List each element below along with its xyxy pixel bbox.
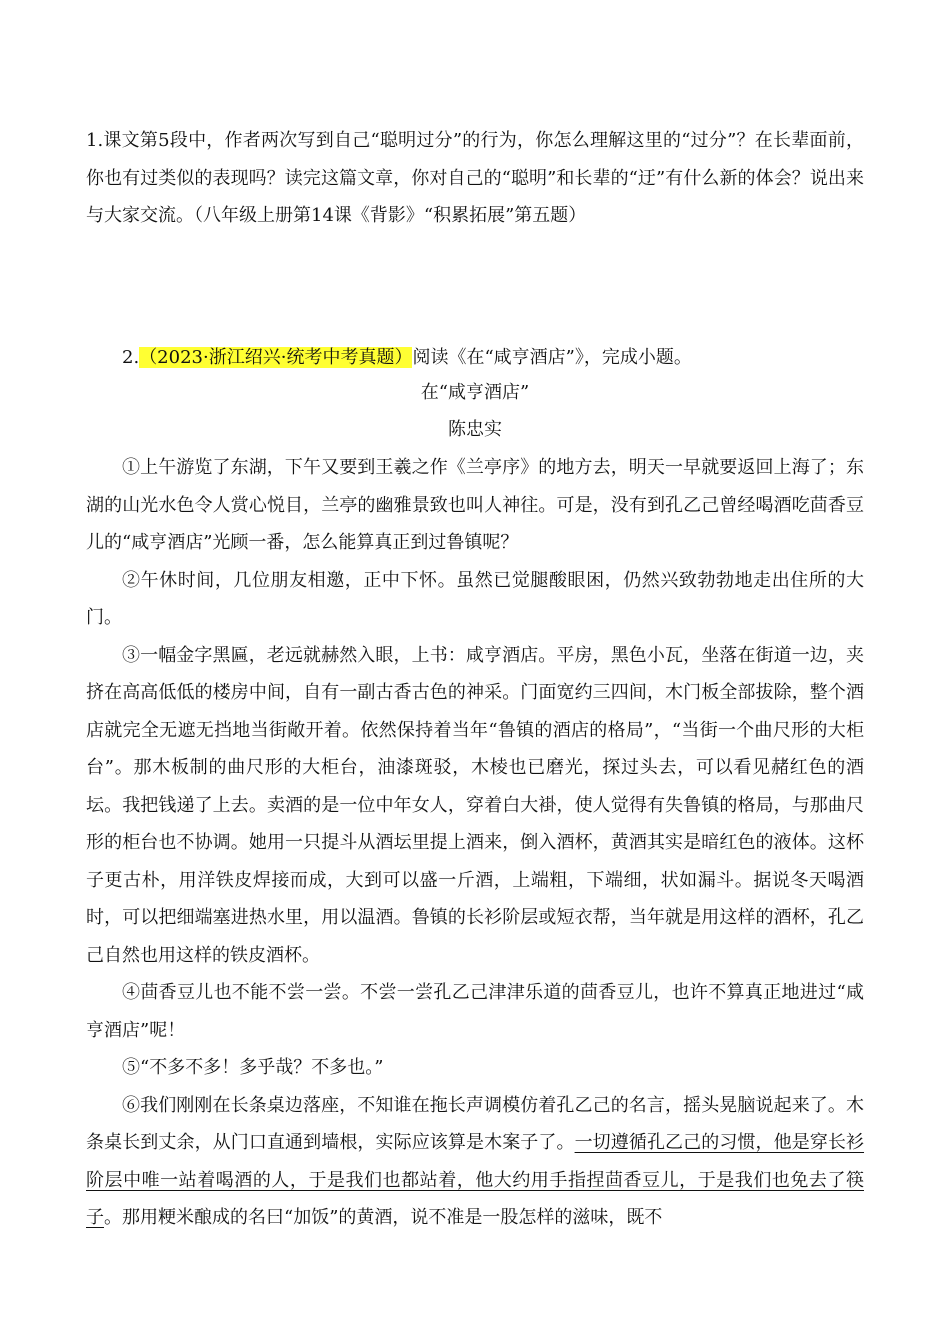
question-2-number: 2. [122, 347, 140, 368]
article-paragraph-4: ④茴香豆儿也不能不尝一尝。不尝一尝孔乙己津津乐道的茴香豆儿，也许不算真正地进过“咸亨酒店”呢！ [86, 982, 864, 1041]
paragraph-6-intro: ⑥我们刚刚在长条桌边落座，不知谁在拖长声调模仿着孔乙己的名言，摇头晃脑说起来了。木条桌长到丈余，从门口直通到墙根，实际应该算是木案子了。 [86, 1094, 864, 1153]
paragraph-6-continuation: 。那用粳米酿成的名曰“加饭”的黄酒，说不准是一股怎样的滋味，既不 [104, 1207, 663, 1228]
article-body [86, 449, 864, 1237]
article-paragraph-6 [86, 1087, 864, 1237]
paragraph-6-underlined-sentence: 一切遵循孔乙己的习惯，他是穿长衫阶层中唯一站着喝酒的人，于是我们也都站着，他大约用手指捏茴香豆儿，于是我们也免去了筷子 [86, 1132, 865, 1228]
article-author: 陈忠实 [448, 419, 502, 440]
question-2-instruction: 阅读《在“咸亨酒店”》，完成小题。 [412, 347, 692, 368]
article-paragraph-3: ③一幅金字黑匾，老远就赫然入眼，上书：咸亨酒店。平房，黑色小瓦，坐落在街道一边，夹挤在高高低低的楼房中间，自有一副古香古色的神采。门面宽约三四间，木门板全部拔除，整个酒店就完全无遮无挡地当街敞开着。依然保持着当年“鲁镇的酒店的格局”，“当街一个曲尺形的大柜台”。那木板制的曲尺形的大柜台，油漆斑驳，木棱也已磨光，探过头去，可以看见赭红色的酒坛。我把钱递了上去。卖酒的是一位中年女人，穿着白大褂，使人觉得有失鲁镇的格局，与那曲尺形的柜台也不协调。她用一只提斗从酒坛里提上酒来，倒入酒杯，黄酒其实是暗红色的液体。这杯子更古朴，用洋铁皮焊接而成，大到可以盛一斤酒，上端粗，下端细，状如漏斗。据说冬天喝酒时，可以把细端塞进热水里，用以温酒。鲁镇的长衫阶层或短衣帮，当年就是用这样的酒杯，孔乙己自然也用这样的铁皮酒杯。 [86, 644, 864, 966]
question-1-text: 1.课文第5段中，作者两次写到自己“聪明过分”的行为，你怎么理解这里的“过分”？在长辈面前，你也有过类似的表现吗？读完这篇文章，你对自己的“聪明”和长辈的“迂”有什么新的体会？说出来与大家交流。（八年级上册第14课《背影》“积累拓展”第五题） [86, 130, 864, 226]
article-paragraph-2: ②午休时间，几位朋友相邀，正中下怀。虽然已觉腿酸眼困，仍然兴致勃勃地走出住所的大门。 [86, 569, 864, 628]
article-paragraph-5: ⑤“不多不多！多乎哉？不多也。” [122, 1057, 384, 1078]
article-title: 在“咸亨酒店” [420, 382, 530, 403]
question-2-heading [86, 339, 864, 377]
question-2-source-highlight: （2023·浙江绍兴·统考中考真题） [139, 347, 413, 368]
article-paragraph-1: ①上午游览了东湖，下午又要到王羲之作《兰亭序》的地方去，明天一早就要返回上海了；东湖的山光水色令人赏心悦目，兰亭的幽雅景致也叫人神往。可是，没有到孔乙己曾经喝酒吃茴香豆儿的“咸亨酒店”光顾一番，怎么能算真正到过鲁镇呢？ [86, 457, 864, 553]
